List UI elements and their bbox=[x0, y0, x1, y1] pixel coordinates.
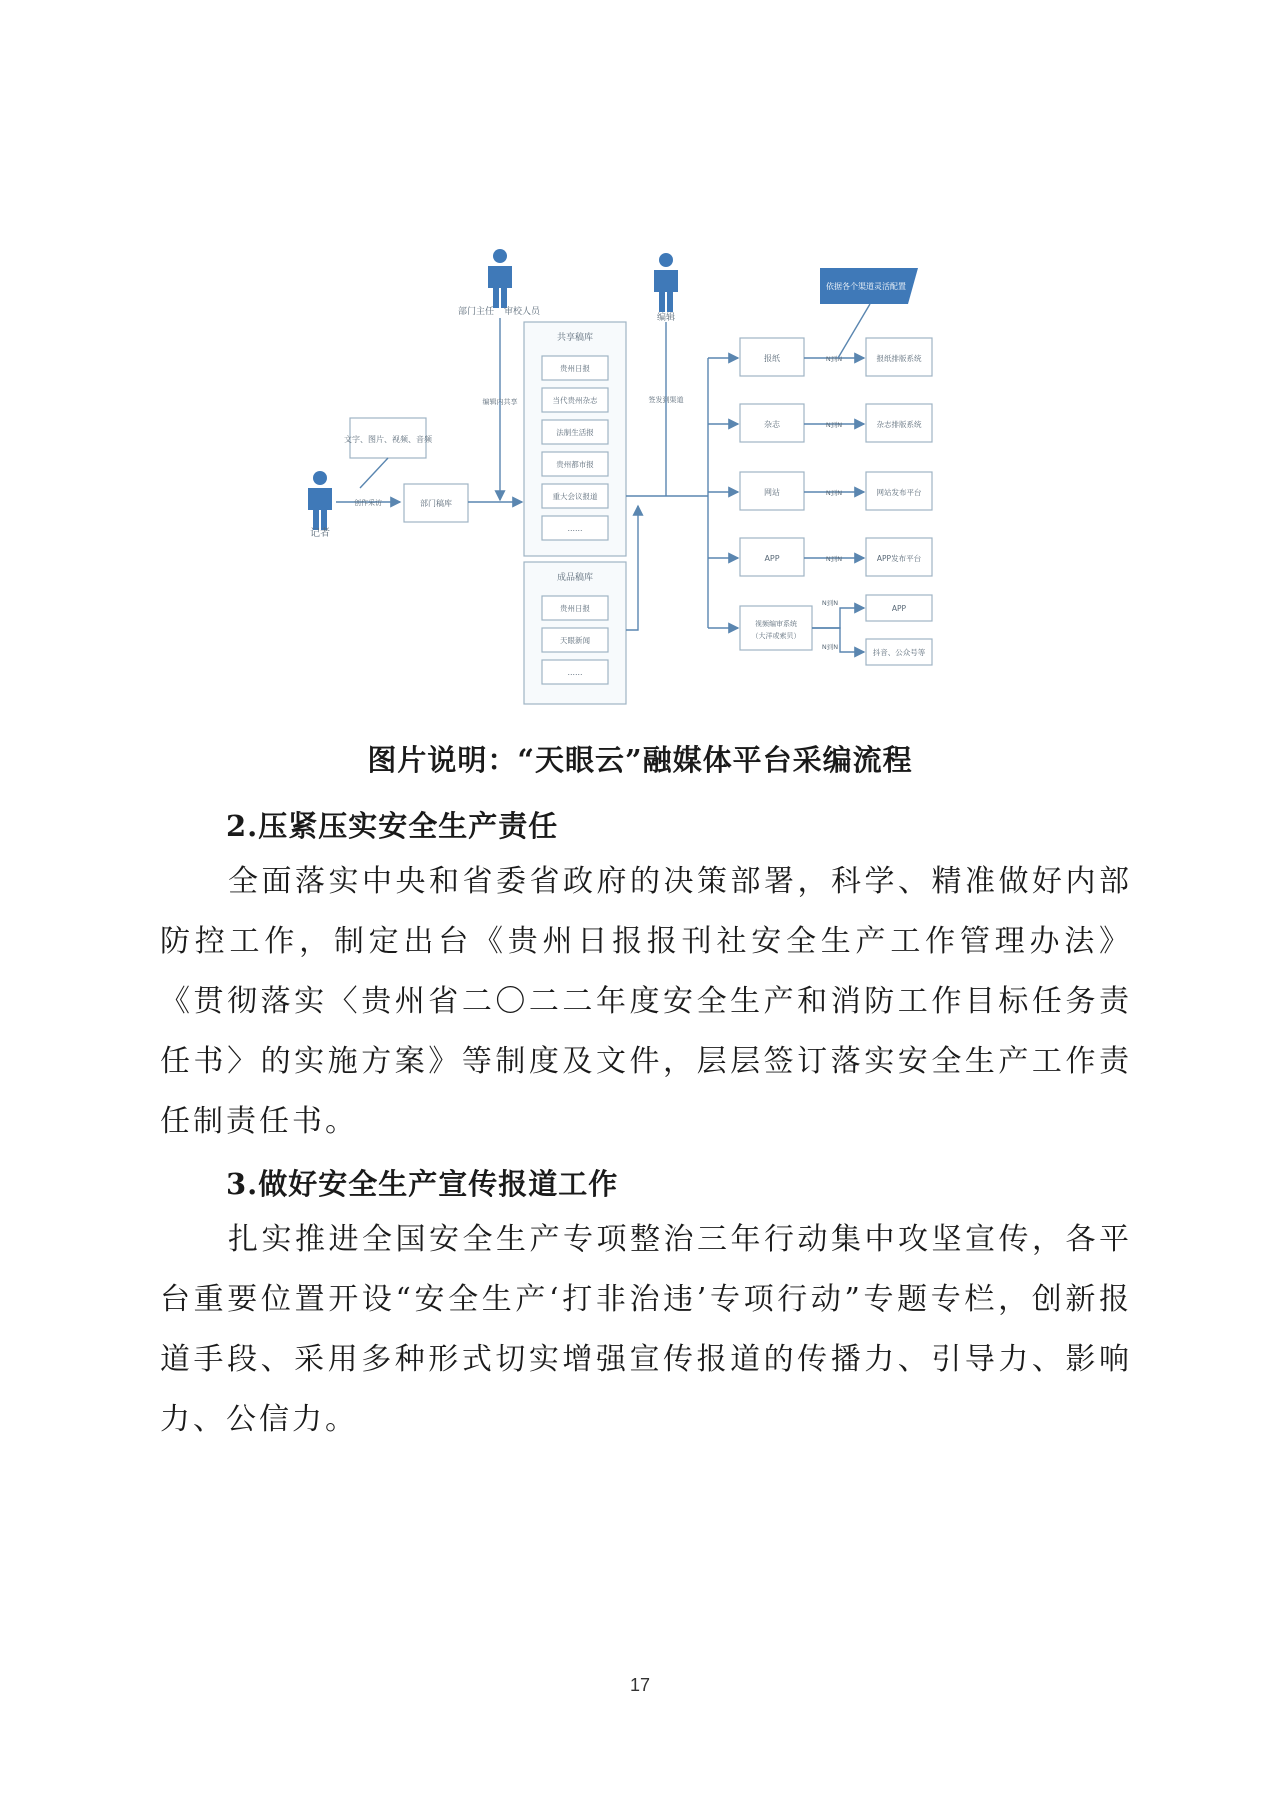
reviewer-label: 审校人员 bbox=[503, 307, 541, 317]
finished-library-title: 成品稿库 bbox=[556, 573, 594, 583]
target-label: 抖音、公众号等 bbox=[872, 648, 926, 657]
reporter-label: 记者 bbox=[310, 528, 330, 539]
note-banner-label: 依据各个渠道灵活配置 bbox=[826, 282, 906, 291]
video-system-label: 视频编审系统 bbox=[755, 620, 797, 628]
edge-label-channel: N到N bbox=[825, 489, 843, 497]
shared-library-item-label: 法制生活报 bbox=[556, 428, 594, 437]
shared-library-item-label: 贵州都市报 bbox=[556, 460, 594, 469]
section-2-body: 全面落实中央和省委省政府的决策部署，科学、精准做好内部防控工作，制定出台《贵州日报报刊社安全生产工作管理办法》《贯彻落实〈贵州省二〇二二年度安全生产和消防工作目标任务责任书〉的实施方案》等制度及文件，层层签订落实安全生产工作责任制责任书。 bbox=[160, 864, 1132, 1139]
figure-caption: 图片说明：“天眼云”融媒体平台采编流程 bbox=[367, 743, 913, 777]
shared-library-title: 共享稿库 bbox=[556, 333, 594, 343]
section-2-heading: 2.压紧压实安全生产责任 bbox=[226, 809, 559, 843]
target-label: APP bbox=[891, 604, 907, 613]
target-label: 杂志排版系统 bbox=[876, 420, 922, 429]
target-label: 网站发布平台 bbox=[876, 488, 922, 497]
target-label: APP发布平台 bbox=[876, 554, 922, 563]
channel-label: 网站 bbox=[764, 488, 780, 497]
finished-library-item-label: 贵州日报 bbox=[560, 604, 590, 613]
channel-label: 报纸 bbox=[764, 354, 780, 363]
video-system-box bbox=[740, 606, 812, 650]
edge-label-submit: 创作采访 bbox=[354, 499, 382, 507]
section-3-body: 扎实推进全国安全生产专项整治三年行动集中攻坚宣传，各平台重要位置开设“安全生产‘打非治违’专项行动”专题专栏，创新报道手段、采用多种形式切实增强宣传报道的传播力、引导力、影响力、公信力。 bbox=[160, 1222, 1132, 1437]
edge-label-channel: N到N bbox=[825, 421, 843, 429]
dept-head-person-icon bbox=[488, 249, 512, 308]
channel-label: 杂志 bbox=[764, 420, 780, 429]
finished-library-item-label: …… bbox=[567, 668, 583, 677]
shared-library-item-label: 重大会议报道 bbox=[552, 492, 598, 501]
editor-label: 编辑 bbox=[656, 313, 676, 323]
edge-label-channel: N到N bbox=[825, 555, 843, 563]
target-label: 报纸排版系统 bbox=[876, 354, 922, 363]
dept-head-label: 部门主任 bbox=[457, 307, 495, 317]
dept-library-label: 部门稿库 bbox=[420, 499, 452, 508]
section-3-heading: 3.做好安全生产宣传报道工作 bbox=[226, 1167, 619, 1201]
edge-label-channel: N到N bbox=[821, 599, 839, 607]
shared-library-item-label: 当代贵州杂志 bbox=[552, 396, 598, 405]
editor-person-icon bbox=[654, 253, 678, 312]
channel-label: APP bbox=[764, 554, 780, 563]
edge-label-channel: N到N bbox=[825, 355, 843, 363]
reporter-person-icon bbox=[308, 471, 332, 530]
shared-library-item-label: …… bbox=[567, 524, 583, 533]
edge-label-channel: N到N bbox=[821, 643, 839, 651]
finished-library-item-label: 天眼新闻 bbox=[560, 636, 590, 645]
shared-library-item-label: 贵州日报 bbox=[560, 364, 590, 373]
workflow-diagram bbox=[0, 0, 1280, 720]
edge-label-share: 编辑内共享 bbox=[482, 398, 518, 406]
video-system-sublabel: （大洋或索贝） bbox=[751, 632, 801, 640]
edge-label-select: 签发到渠道 bbox=[648, 396, 684, 404]
page-number: 17 bbox=[629, 1675, 651, 1695]
content-types-label: 文字、图片、视频、音频 bbox=[344, 435, 432, 444]
